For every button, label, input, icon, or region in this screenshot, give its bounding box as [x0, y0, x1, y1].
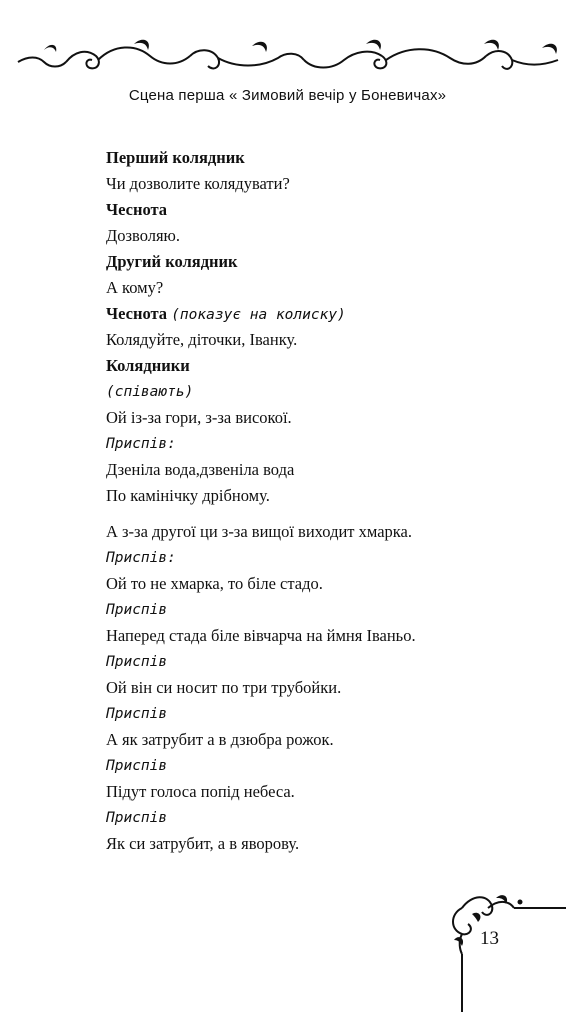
line-text: Ой то не хмарка, то біле стадо. [106, 574, 323, 593]
stage-direction [106, 701, 546, 727]
line-text: Чеснота [106, 304, 168, 323]
line-text: Підут голоса попід небеса. [106, 782, 295, 801]
stage-direction [106, 805, 546, 831]
speaker-name [106, 353, 546, 379]
line-text: Приспів [106, 706, 168, 722]
line-text: По камінічку дрібному. [106, 486, 270, 505]
script-text [106, 145, 546, 857]
verse-line [106, 327, 546, 353]
line-text: (співають) [106, 384, 194, 400]
line-text: Дзеніла вода,дзвеніла вода [106, 460, 295, 479]
speaker-name [106, 145, 546, 171]
line-text: Приспів: [106, 436, 176, 452]
line-text: Приспів: [106, 550, 176, 566]
line-text: Як си затрубит, а в яворову. [106, 834, 300, 853]
line-text: Колядуйте, діточки, Іванку. [106, 330, 298, 349]
verse-line [106, 405, 546, 431]
line-text: Ой із-за гори, з-за високої. [106, 408, 292, 427]
speaker-name [106, 301, 546, 327]
line-text: А як затрубит а в дзюбра рожок. [106, 730, 334, 749]
corner-flourish-icon [448, 884, 568, 1014]
verse-line [106, 571, 546, 597]
verse-line [106, 171, 546, 197]
line-text: Другий колядник [106, 252, 238, 271]
line-text: Чеснота [106, 200, 168, 219]
page-number: 13 [480, 928, 499, 949]
stage-direction [106, 545, 546, 571]
line-text: Чи дозволите колядувати? [106, 174, 290, 193]
line-text: Приспів [106, 654, 168, 670]
verse-line [106, 675, 546, 701]
page-header: Сцена перша « Зимовий вечір у Боневичах» [128, 87, 447, 104]
line-text: Колядники [106, 356, 190, 375]
scroll-ornament-icon [14, 34, 562, 84]
stage-direction [106, 431, 546, 457]
stanza-gap [106, 509, 546, 519]
verse-line [106, 457, 546, 483]
verse-line [106, 275, 546, 301]
verse-line [106, 779, 546, 805]
stage-direction [106, 379, 546, 405]
stage-direction: (показує на колиску) [171, 307, 346, 323]
stage-direction [106, 649, 546, 675]
line-text: Приспів [106, 758, 168, 774]
line-text: Перший колядник [106, 148, 245, 167]
verse-line [106, 727, 546, 753]
line-text: А кому? [106, 278, 164, 297]
line-text: Приспів [106, 602, 168, 618]
line-text: Наперед стада біле вівчарча на ймня Іваньо. [106, 626, 416, 645]
speaker-name [106, 197, 546, 223]
verse-line [106, 223, 546, 249]
verse-line [106, 483, 546, 509]
stage-direction [106, 753, 546, 779]
line-text: А з-за другої ци з-за вищої виходит хмарка. [106, 522, 413, 541]
verse-line [106, 623, 546, 649]
verse-line [106, 831, 546, 857]
line-text: Ой він си носит по три трубойки. [106, 678, 342, 697]
line-text: Приспів [106, 810, 168, 826]
stage-direction [106, 597, 546, 623]
speaker-name [106, 249, 546, 275]
line-text: Дозволяю. [106, 226, 181, 245]
verse-line [106, 519, 546, 545]
